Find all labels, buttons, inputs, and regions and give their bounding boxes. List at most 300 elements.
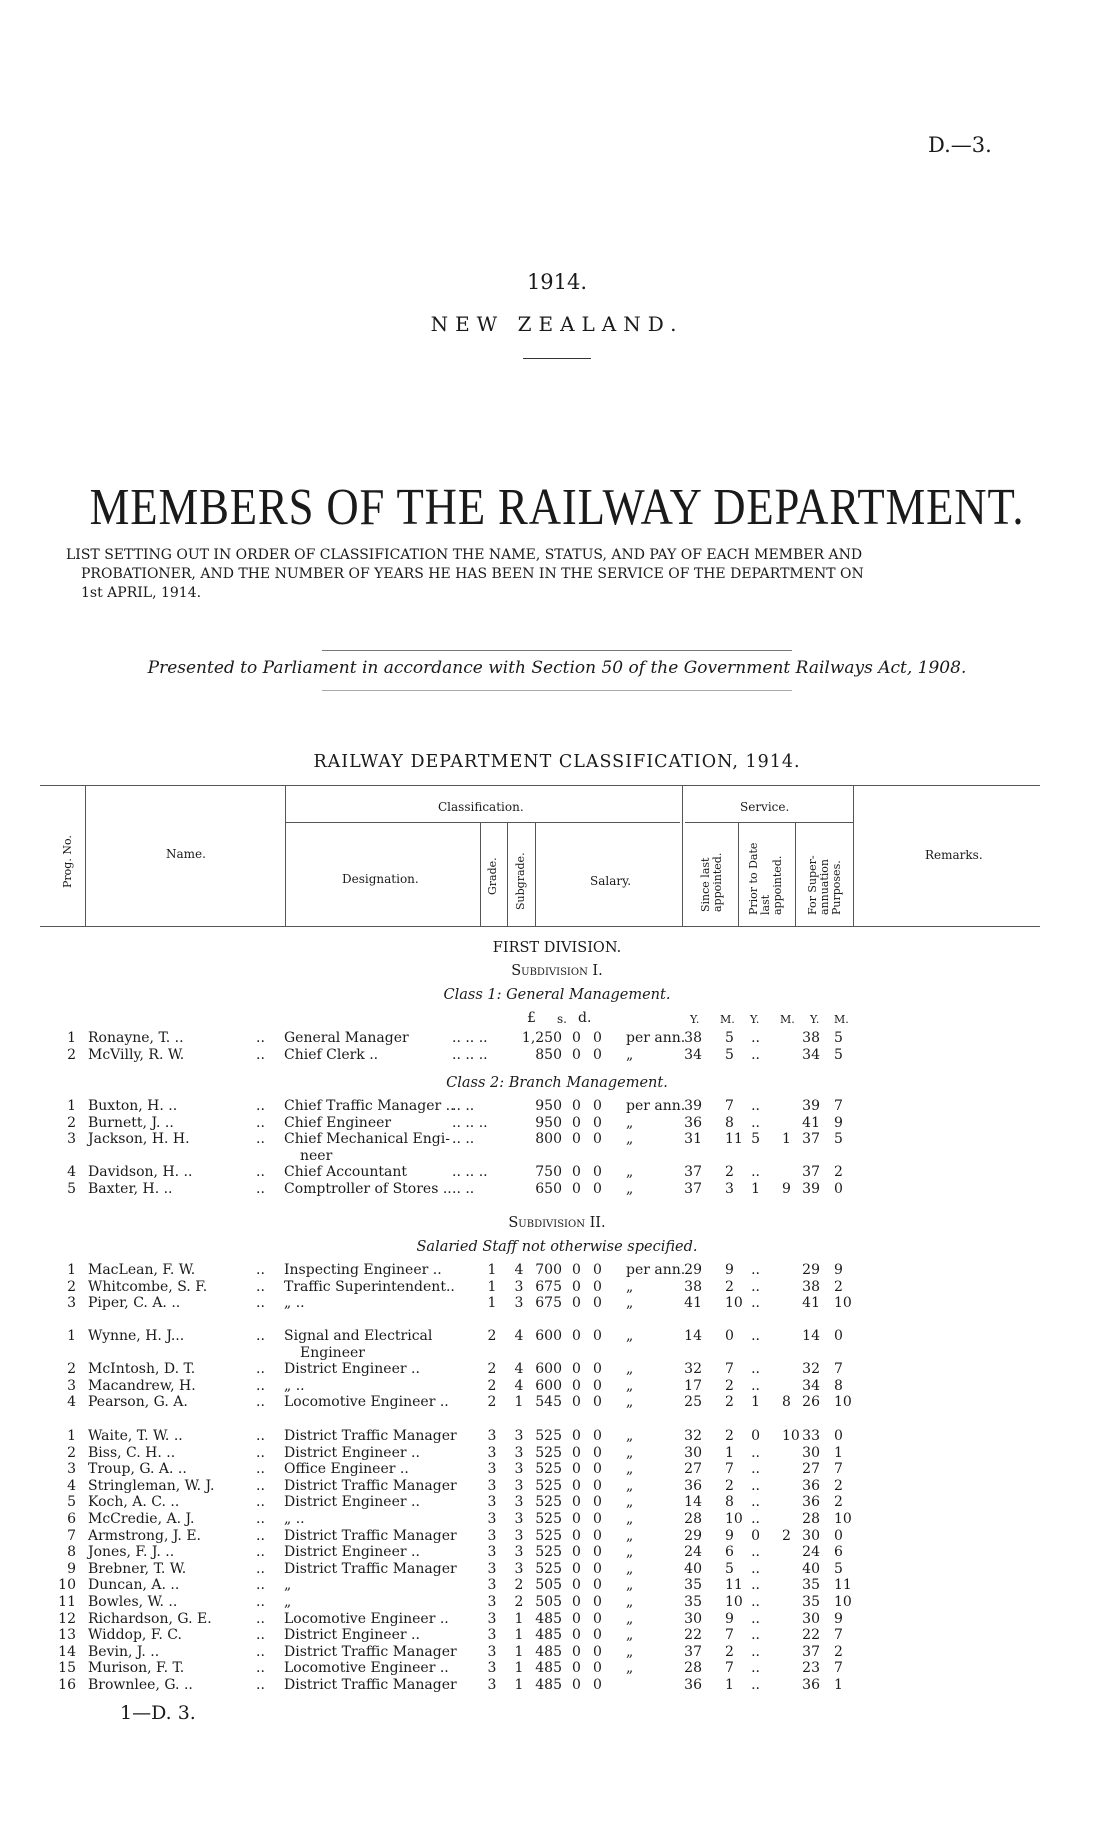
cell-sm: 7 — [725, 1660, 734, 1677]
table-row — [0, 1660, 1114, 1677]
cell-no: 3 — [67, 1461, 76, 1478]
cell-pounds: 800 — [535, 1131, 562, 1148]
cell-per: „ — [626, 1114, 634, 1131]
page-footer: 1—D. 3. — [120, 1702, 196, 1724]
cell-fm: 5 — [834, 1560, 843, 1577]
cell-dots: .. — [256, 1131, 265, 1148]
cell-no: 11 — [58, 1594, 76, 1610]
cell-pm: 8 — [782, 1394, 791, 1411]
cell-dots: .. — [256, 1361, 265, 1378]
cell-d: 0 — [593, 1278, 602, 1295]
cell-no: 7 — [67, 1527, 76, 1544]
cell-dots: .. — [256, 1610, 265, 1627]
cell-py: .. — [751, 1328, 760, 1344]
cell-pm: 1 — [782, 1131, 791, 1148]
table-row — [0, 1478, 1114, 1495]
cell-per: „ — [626, 1494, 634, 1511]
cell-d: 0 — [593, 1181, 602, 1197]
cell-fy: 36 — [802, 1477, 820, 1494]
cell-sy: 29 — [684, 1527, 702, 1544]
cell-sy: 32 — [684, 1428, 702, 1444]
cell-pounds: 525 — [535, 1511, 562, 1527]
cell-per: „ — [626, 1394, 634, 1411]
cell-pounds: 485 — [535, 1627, 562, 1644]
cell-fy: 30 — [802, 1527, 820, 1544]
col-divider — [682, 785, 683, 926]
cell-py: .. — [751, 1361, 760, 1378]
cell-lead: .. .. — [452, 1181, 475, 1197]
table-row — [0, 1677, 1114, 1694]
cell-lead: .. .. .. — [452, 1046, 488, 1063]
cell-desig: District Traffic Manager — [284, 1677, 457, 1693]
cell-fy: 38 — [802, 1030, 820, 1046]
unit-years: Y. — [810, 1013, 820, 1026]
cell-d: 0 — [593, 1610, 602, 1627]
subtitle-line-1: LIST SETTING OUT IN ORDER OF CLASSIFICATION THE NAME, STATUS, AND PAY OF EACH MEMBER AND — [66, 547, 863, 563]
cell-d: 0 — [593, 1544, 602, 1561]
cell-py: .. — [751, 1477, 760, 1494]
cell-desig: District Traffic Manager — [284, 1527, 457, 1544]
cell-grade: 3 — [487, 1660, 497, 1677]
cell-per: „ — [626, 1643, 634, 1660]
cell-per: „ — [626, 1164, 634, 1181]
cell-py: .. — [751, 1295, 760, 1312]
header-remarks: Remarks. — [925, 848, 983, 862]
cell-sy: 25 — [684, 1394, 702, 1411]
cell-lead: .. .. .. — [452, 1164, 488, 1181]
year-heading: 1914. — [526, 270, 588, 294]
header-name: Name. — [166, 847, 206, 861]
cell-dots: .. — [256, 1114, 265, 1131]
cell-sm: 9 — [725, 1527, 734, 1544]
cell-fy: 28 — [802, 1511, 820, 1527]
units-row — [0, 1010, 1114, 1027]
cell-dots: .. — [256, 1164, 265, 1181]
cell-desig: „ — [284, 1594, 292, 1610]
cell-grade: 3 — [487, 1544, 497, 1561]
cell-d: 0 — [593, 1328, 602, 1344]
cell-fm: 0 — [834, 1328, 843, 1344]
cell-sub: 4 — [514, 1361, 524, 1378]
table-title: RAILWAY DEPARTMENT CLASSIFICATION, 1914. — [313, 752, 801, 772]
cell-sy: 32 — [684, 1361, 702, 1378]
cell-fm: 1 — [834, 1677, 843, 1693]
cell-desig: Locomotive Engineer .. — [284, 1660, 449, 1677]
cell-sy: 30 — [684, 1610, 702, 1627]
cell-sm: 2 — [725, 1278, 734, 1295]
cell-py: .. — [751, 1544, 760, 1561]
subdivision-2-heading: Subdivision II. — [508, 1215, 606, 1231]
page-title: MEMBERS OF THE RAILWAY DEPARTMENT. — [89, 479, 1025, 536]
divider — [322, 690, 792, 691]
cell-no: 12 — [58, 1610, 76, 1627]
header-prog-no: Prog. No. — [61, 835, 74, 888]
col-divider — [480, 822, 481, 926]
cell-sm: 6 — [725, 1544, 734, 1561]
cell-name: McCredie, A. J. — [88, 1511, 195, 1527]
cell-d: 0 — [593, 1477, 602, 1494]
cell-name: Whitcombe, S. F. — [88, 1278, 208, 1295]
cell-sm: 11 — [725, 1131, 743, 1148]
cell-sub: 1 — [514, 1677, 524, 1693]
header-subgrade: Subgrade. — [514, 852, 527, 910]
cell-py: .. — [751, 1660, 760, 1677]
cell-d: 0 — [593, 1660, 602, 1677]
cell-py: .. — [751, 1577, 760, 1594]
cell-desig: District Engineer .. — [284, 1627, 420, 1644]
cell-fy: 39 — [802, 1098, 820, 1114]
cell-py: 0 — [751, 1428, 760, 1444]
cell-name: Wynne, H. J... — [88, 1328, 185, 1344]
cell-no: 1 — [67, 1030, 76, 1046]
cell-py: .. — [751, 1444, 760, 1461]
cell-dots: .. — [256, 1660, 265, 1677]
header-salary: Salary. — [590, 874, 632, 888]
header-rule-top — [40, 785, 1040, 786]
cell-fm: 5 — [834, 1046, 843, 1063]
table-row — [0, 1644, 1114, 1661]
table-row — [0, 1561, 1114, 1578]
table-row — [0, 1030, 1114, 1047]
cell-s: 0 — [572, 1394, 581, 1411]
cell-sy: 30 — [684, 1444, 702, 1461]
cell-sm: 10 — [725, 1295, 743, 1312]
cell-grade: 3 — [487, 1594, 497, 1610]
table-row — [0, 1544, 1114, 1561]
cell-per: „ — [626, 1660, 634, 1677]
cell-name: Duncan, A. .. — [88, 1577, 180, 1594]
cell-grade: 3 — [487, 1577, 497, 1594]
header-since-last-appointed: Since last appointed. — [699, 852, 724, 912]
cell-s: 0 — [572, 1610, 581, 1627]
cell-sm: 2 — [725, 1643, 734, 1660]
cell-fy: 41 — [802, 1295, 820, 1312]
cell-fm: 0 — [834, 1181, 843, 1197]
cell-pounds: 485 — [535, 1677, 562, 1693]
table-row — [0, 1328, 1114, 1345]
cell-per: per ann. — [626, 1262, 686, 1278]
cell-dots: .. — [256, 1560, 265, 1577]
cell-sy: 14 — [684, 1328, 702, 1344]
cell-s: 0 — [572, 1627, 581, 1644]
cell-fy: 26 — [802, 1394, 820, 1411]
header-rule-classification — [285, 822, 680, 823]
cell-fm: 1 — [834, 1444, 843, 1461]
cell-sub: 3 — [514, 1544, 524, 1561]
cell-sub: 3 — [514, 1461, 524, 1478]
cell-desig: District Engineer .. — [284, 1494, 420, 1511]
cell-fy: 37 — [802, 1643, 820, 1660]
cell-grade: 3 — [487, 1511, 497, 1527]
header-superannuation: For Super-annuation Purposes. — [806, 855, 843, 915]
cell-pounds: 485 — [535, 1610, 562, 1627]
header-rule-bottom — [40, 926, 1040, 927]
cell-name: Jackson, H. H. — [88, 1131, 190, 1148]
cell-sy: 34 — [684, 1046, 702, 1063]
cell-no: 2 — [67, 1444, 76, 1461]
cell-sub: 3 — [514, 1511, 524, 1527]
cell-dots: .. — [256, 1098, 265, 1114]
cell-sm: 2 — [725, 1377, 734, 1394]
table-row — [0, 1115, 1114, 1132]
cell-fm: 7 — [834, 1361, 843, 1378]
cell-sub: 3 — [514, 1295, 524, 1312]
cell-grade: 3 — [487, 1643, 497, 1660]
cell-pounds: 525 — [535, 1444, 562, 1461]
cell-pounds: 850 — [535, 1046, 562, 1063]
cell-fy: 24 — [802, 1544, 820, 1561]
table-row — [0, 1394, 1114, 1411]
cell-s: 0 — [572, 1377, 581, 1394]
cell-name: MacLean, F. W. — [88, 1262, 196, 1278]
cell-pounds: 525 — [535, 1494, 562, 1511]
cell-s: 0 — [572, 1181, 581, 1197]
cell-s: 0 — [572, 1677, 581, 1693]
cell-sub: 4 — [514, 1262, 524, 1278]
cell-pounds: 485 — [535, 1660, 562, 1677]
cell-desig: Signal and Electrical — [284, 1328, 433, 1344]
cell-d: 0 — [593, 1030, 602, 1046]
designation-continuation: neer — [300, 1147, 333, 1164]
cell-fm: 5 — [834, 1131, 843, 1148]
cell-sm: 2 — [725, 1164, 734, 1181]
cell-sm: 1 — [725, 1444, 734, 1461]
cell-fy: 37 — [802, 1164, 820, 1181]
cell-per: „ — [626, 1377, 634, 1394]
cell-desig: Locomotive Engineer .. — [284, 1610, 449, 1627]
cell-sm: 7 — [725, 1461, 734, 1478]
cell-fm: 9 — [834, 1114, 843, 1131]
cell-name: Troup, G. A. .. — [88, 1461, 187, 1478]
salaried-staff-heading: Salaried Staff not otherwise specified. — [416, 1239, 698, 1255]
cell-fy: 27 — [802, 1461, 820, 1478]
cell-d: 0 — [593, 1046, 602, 1063]
cell-d: 0 — [593, 1394, 602, 1411]
cell-py: .. — [751, 1461, 760, 1478]
cell-pounds: 525 — [535, 1544, 562, 1561]
cell-name: McIntosh, D. T. — [88, 1361, 196, 1378]
cell-sub: 3 — [514, 1560, 524, 1577]
cell-per: „ — [626, 1610, 634, 1627]
cell-desig: General Manager — [284, 1030, 409, 1046]
cell-dots: .. — [256, 1377, 265, 1394]
cell-fy: 39 — [802, 1181, 820, 1197]
cell-no: 10 — [58, 1577, 76, 1594]
header-designation: Designation. — [342, 872, 419, 886]
cell-sy: 37 — [684, 1643, 702, 1660]
cell-desig: Chief Accountant — [284, 1164, 407, 1181]
cell-fy: 36 — [802, 1677, 820, 1693]
cell-fy: 36 — [802, 1494, 820, 1511]
cell-d: 0 — [593, 1511, 602, 1527]
page-reference: D.—3. — [928, 133, 992, 157]
cell-grade: 1 — [487, 1262, 497, 1278]
cell-name: Biss, C. H. .. — [88, 1444, 176, 1461]
cell-name: McVilly, R. W. — [88, 1046, 185, 1063]
cell-sy: 36 — [684, 1114, 702, 1131]
cell-d: 0 — [593, 1262, 602, 1278]
divider — [523, 358, 591, 359]
cell-fm: 10 — [834, 1295, 852, 1312]
cell-sm: 8 — [725, 1494, 734, 1511]
cell-name: Brownlee, G. .. — [88, 1677, 193, 1693]
cell-desig: District Traffic Manager — [284, 1560, 457, 1577]
table-row — [0, 1461, 1114, 1478]
cell-per: „ — [626, 1444, 634, 1461]
cell-py: .. — [751, 1262, 760, 1278]
cell-sub: 1 — [514, 1610, 524, 1627]
cell-sm: 5 — [725, 1046, 734, 1063]
cell-sub: 1 — [514, 1394, 524, 1411]
presented-note: Presented to Parliament in accordance with Section 50 of the Government Railways Act, 1908. — [147, 658, 967, 678]
cell-per: „ — [626, 1295, 634, 1312]
cell-fy: 32 — [802, 1361, 820, 1378]
cell-s: 0 — [572, 1577, 581, 1594]
cell-desig: Chief Traffic Manager .. — [284, 1098, 455, 1114]
cell-name: Murison, F. T. — [88, 1660, 185, 1677]
unit-months: M. — [834, 1013, 849, 1026]
cell-no: 2 — [67, 1361, 76, 1378]
col-divider — [85, 785, 86, 926]
cell-dots: .. — [256, 1494, 265, 1511]
cell-sy: 40 — [684, 1560, 702, 1577]
cell-d: 0 — [593, 1594, 602, 1610]
table-row — [0, 1378, 1114, 1395]
cell-py: .. — [751, 1494, 760, 1511]
cell-s: 0 — [572, 1046, 581, 1063]
cell-fm: 8 — [834, 1377, 843, 1394]
cell-fy: 35 — [802, 1594, 820, 1610]
cell-s: 0 — [572, 1643, 581, 1660]
cell-dots: .. — [256, 1444, 265, 1461]
cell-sm: 9 — [725, 1262, 734, 1278]
cell-fy: 35 — [802, 1577, 820, 1594]
cell-fy: 41 — [802, 1114, 820, 1131]
cell-grade: 3 — [487, 1627, 497, 1644]
cell-pm: 9 — [782, 1181, 791, 1197]
cell-grade: 3 — [487, 1677, 497, 1693]
cell-name: Buxton, H. .. — [88, 1098, 178, 1114]
cell-per: „ — [626, 1544, 634, 1561]
cell-grade: 2 — [487, 1394, 497, 1411]
cell-name: Ronayne, T. .. — [88, 1030, 184, 1046]
cell-sy: 27 — [684, 1461, 702, 1478]
cell-grade: 1 — [487, 1295, 497, 1312]
cell-pounds: 650 — [535, 1181, 562, 1197]
cell-dots: .. — [256, 1577, 265, 1594]
cell-pounds: 950 — [535, 1114, 562, 1131]
cell-fm: 7 — [834, 1660, 843, 1677]
table-row — [0, 1594, 1114, 1611]
cell-no: 3 — [67, 1295, 76, 1312]
cell-desig: Chief Mechanical Engi- — [284, 1131, 450, 1148]
cell-d: 0 — [593, 1164, 602, 1181]
cell-name: Davidson, H. .. — [88, 1164, 193, 1181]
table-row — [0, 1494, 1114, 1511]
cell-dots: .. — [256, 1428, 265, 1444]
cell-pounds: 600 — [535, 1377, 562, 1394]
col-divider — [535, 822, 536, 926]
unit-shillings: s. — [557, 1012, 567, 1026]
cell-sub: 3 — [514, 1444, 524, 1461]
cell-s: 0 — [572, 1098, 581, 1114]
cell-per: „ — [626, 1328, 634, 1344]
cell-name: Burnett, J. .. — [88, 1114, 174, 1131]
cell-dots: .. — [256, 1627, 265, 1644]
cell-fm: 9 — [834, 1262, 843, 1278]
cell-pounds: 750 — [535, 1164, 562, 1181]
cell-sub: 1 — [514, 1643, 524, 1660]
cell-pounds: 525 — [535, 1477, 562, 1494]
cell-no: 14 — [58, 1643, 76, 1660]
cell-pounds: 1,250 — [521, 1030, 562, 1046]
cell-d: 0 — [593, 1461, 602, 1478]
cell-name: Piper, C. A. .. — [88, 1295, 181, 1312]
cell-sy: 37 — [684, 1164, 702, 1181]
cell-no: 1 — [67, 1262, 76, 1278]
cell-sy: 31 — [684, 1131, 702, 1148]
cell-sub: 2 — [514, 1577, 524, 1594]
unit-months: M. — [720, 1013, 735, 1026]
cell-pounds: 525 — [535, 1428, 562, 1444]
cell-sm: 3 — [725, 1181, 734, 1197]
cell-fm: 2 — [834, 1494, 843, 1511]
cell-pounds: 525 — [535, 1560, 562, 1577]
cell-lead: .. .. .. — [452, 1030, 488, 1046]
cell-pounds: 545 — [535, 1394, 562, 1411]
unit-years: Y. — [690, 1013, 700, 1026]
cell-py: .. — [751, 1278, 760, 1295]
cell-pounds: 950 — [535, 1098, 562, 1114]
cell-lead: .. .. .. — [452, 1114, 488, 1131]
cell-name: Bowles, W. .. — [88, 1594, 178, 1610]
cell-s: 0 — [572, 1444, 581, 1461]
col-divider — [738, 822, 739, 926]
cell-dots: .. — [256, 1477, 265, 1494]
cell-fy: 14 — [802, 1328, 820, 1344]
cell-no: 16 — [58, 1677, 76, 1693]
cell-py: .. — [751, 1098, 760, 1114]
cell-no: 13 — [58, 1627, 76, 1644]
cell-py: .. — [751, 1030, 760, 1046]
cell-sy: 28 — [684, 1511, 702, 1527]
cell-s: 0 — [572, 1328, 581, 1344]
first-division-heading: FIRST DIVISION. — [492, 940, 622, 956]
cell-d: 0 — [593, 1377, 602, 1394]
cell-fm: 6 — [834, 1544, 843, 1561]
cell-sm: 10 — [725, 1594, 743, 1610]
col-divider — [853, 785, 854, 926]
unit-pounds: £ — [527, 1010, 536, 1026]
cell-no: 1 — [67, 1098, 76, 1114]
cell-fy: 37 — [802, 1131, 820, 1148]
cell-d: 0 — [593, 1114, 602, 1131]
cell-per: per ann. — [626, 1030, 686, 1046]
cell-desig: „ — [284, 1577, 292, 1594]
cell-name: Pearson, G. A. — [88, 1394, 188, 1411]
cell-desig: „ .. — [284, 1377, 305, 1394]
cell-pounds: 675 — [535, 1295, 562, 1312]
cell-py: .. — [751, 1594, 760, 1610]
cell-s: 0 — [572, 1131, 581, 1148]
cell-py: .. — [751, 1377, 760, 1394]
cell-sub: 3 — [514, 1278, 524, 1295]
cell-name: Koch, A. C. .. — [88, 1494, 180, 1511]
table-row — [0, 1047, 1114, 1064]
cell-grade: 3 — [487, 1444, 497, 1461]
cell-fm: 9 — [834, 1610, 843, 1627]
cell-no: 2 — [67, 1046, 76, 1063]
